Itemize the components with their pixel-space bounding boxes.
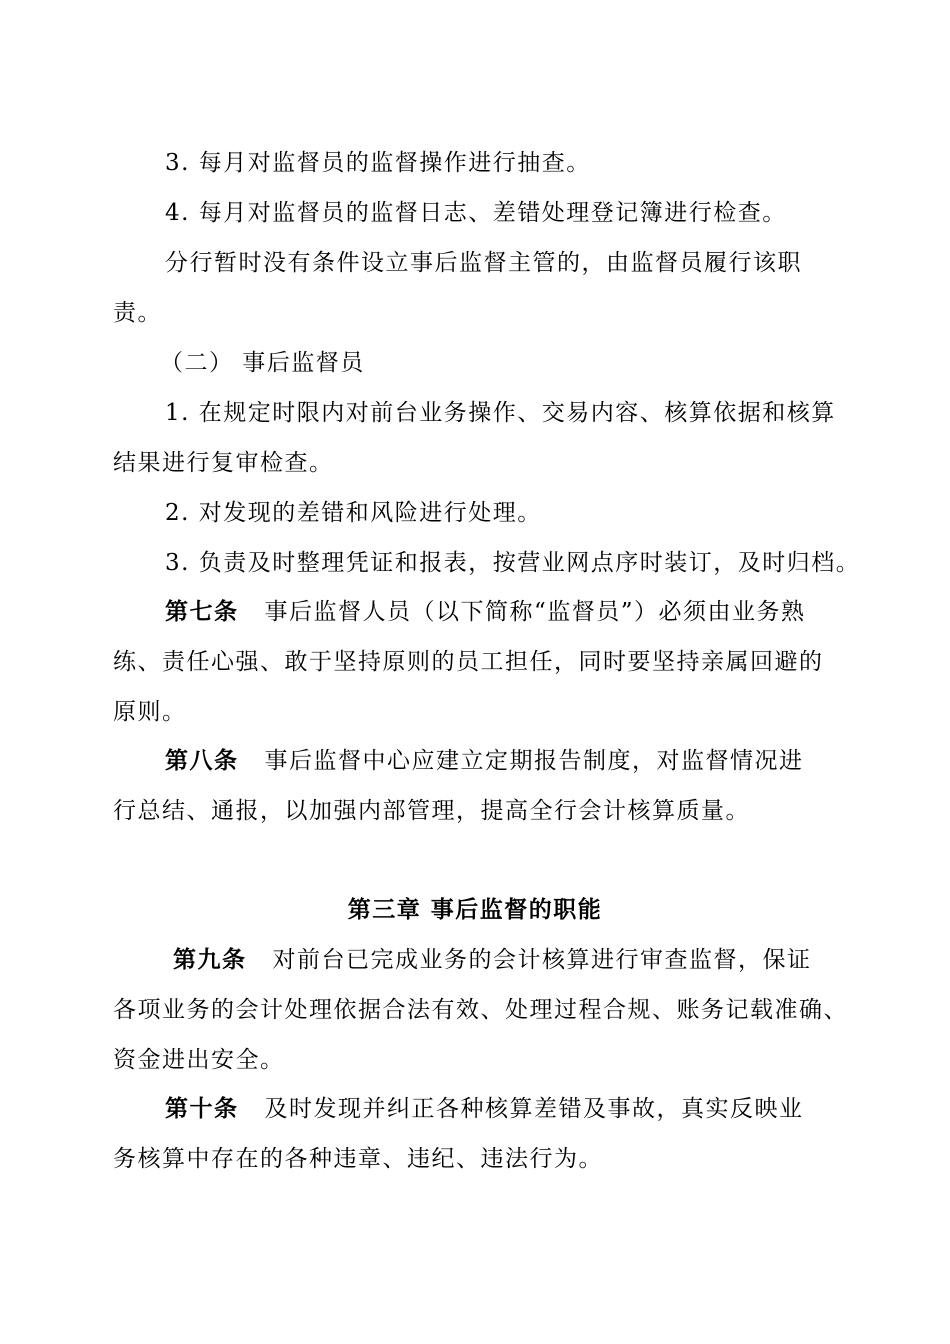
article-8-label: 第八条 [165,748,239,774]
article-7-line-1 [165,597,806,627]
supervisor-duty-2: 2. 对发现的差错和风险进行处理。 [165,500,542,526]
item-4-log-check: 4. 每月对监督员的监督日志、差错处理登记簿进行检查。 [165,200,787,226]
chapter-3-heading: 第三章 事后监督的职能 [347,897,603,923]
article-7-text: 事后监督人员（以下简称“监督员”）必须由业务熟 [264,599,806,625]
supervisor-duty-1-line-1: 1. 在规定时限内对前台业务操作、交易内容、核算依据和核算 [165,400,836,426]
supervisor-duty-1-line-2: 结果进行复审检查。 [113,450,334,476]
article-9-line-1 [173,945,812,975]
article-8-line-2: 行总结、通报，以加强内部管理，提高全行会计核算质量。 [113,798,750,824]
article-10-label: 第十条 [165,1096,239,1122]
article-9-line-3: 资金进出安全。 [113,1047,285,1073]
article-8-line-1 [165,746,804,776]
branch-note-line-1: 分行暂时没有条件设立事后监督主管的，由监督员履行该职 [165,250,802,276]
branch-note-line-2: 责。 [113,300,162,326]
article-9-label: 第九条 [173,947,247,973]
article-9-text: 对前台已完成业务的会计核算进行审查监督，保证 [272,947,812,973]
article-7-line-2: 练、责任心强、敢于坚持原则的员工担任，同时要坚持亲属回避的 [113,649,824,675]
article-9-line-2: 各项业务的会计处理依据合法有效、处理过程合规、账务记载准确、 [113,997,848,1023]
article-10-text: 及时发现并纠正各种核算差错及事故，真实反映业 [264,1096,804,1122]
article-7-line-3: 原则。 [113,699,187,725]
article-10-line-1 [165,1094,804,1124]
article-7-label: 第七条 [165,599,239,625]
article-10-line-2: 务核算中存在的各种违章、违纪、违法行为。 [113,1146,603,1172]
section-2-heading: （二） 事后监督员 [160,350,365,376]
supervisor-duty-3: 3. 负责及时整理凭证和报表，按营业网点序时装订，及时归档。 [165,550,861,576]
article-8-text: 事后监督中心应建立定期报告制度，对监督情况进 [264,748,804,774]
item-3-spot-check: 3. 每月对监督员的监督操作进行抽查。 [165,150,591,176]
